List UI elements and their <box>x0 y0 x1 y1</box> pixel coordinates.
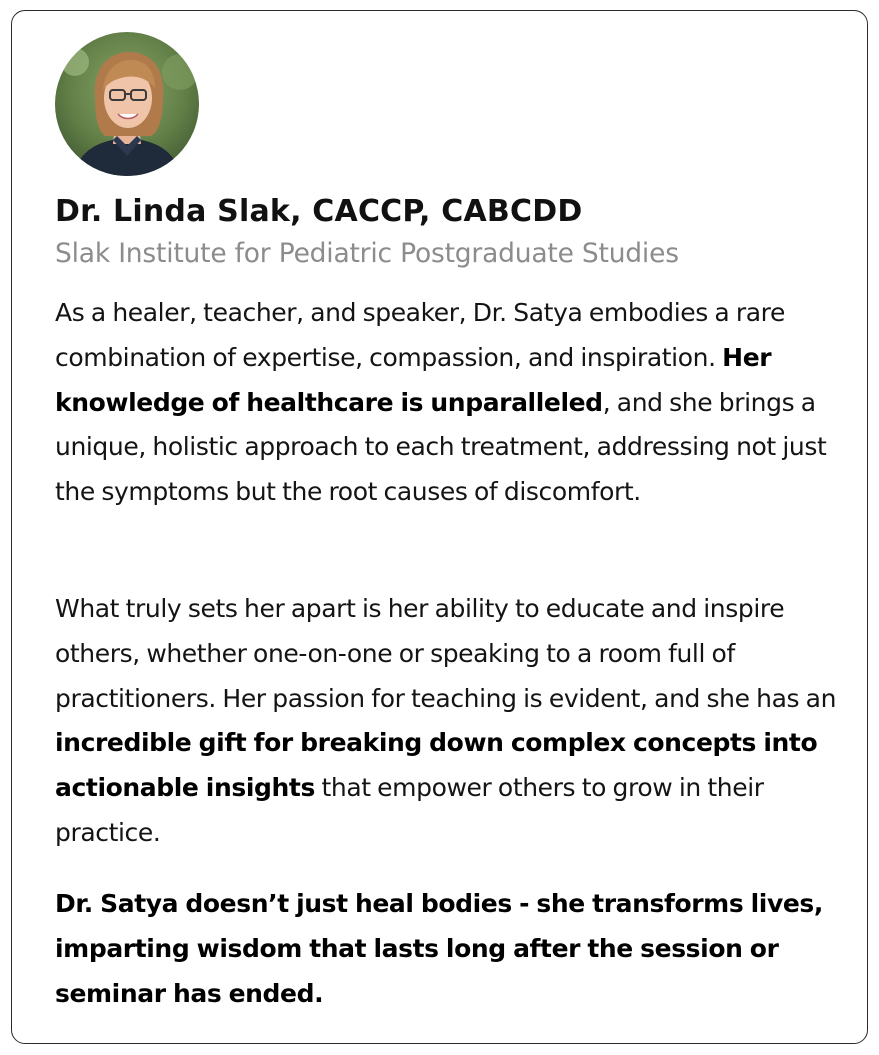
paragraph-1-text-b: , and she brings a unique, holistic approach to each treatment, addressing not just the symptoms but the root causes of discomfort. <box>55 387 827 507</box>
avatar <box>55 32 199 176</box>
testimonial-card <box>11 10 868 1044</box>
paragraph-2-highlight: incredible gift for breaking down complex concepts into actionable insights <box>55 728 818 803</box>
organization-name: Slak Institute for Pediatric Postgraduate Studies <box>55 238 679 269</box>
portrait-photo-icon <box>55 32 199 176</box>
person-name: Dr. Linda Slak, CACCP, CABCDD <box>55 194 583 229</box>
testimonial-paragraph-2 <box>55 587 845 856</box>
paragraph-1-highlight: Her knowledge of healthcare is unparalleled <box>55 342 772 417</box>
testimonial-paragraph-3: Dr. Satya doesn’t just heal bodies - she transforms lives, imparting wisdom that lasts long after the session or seminar has ended. <box>55 889 823 1008</box>
paragraph-2-text-b: that empower others to grow in their practice. <box>55 773 764 847</box>
paragraph-2-text-a: What truly sets her apart is her ability to educate and inspire others, whether one-on-one or speaking to a room full of practitioners. Her passion for teaching is evident, and she has an <box>55 594 837 713</box>
testimonial-paragraph-1 <box>55 291 845 515</box>
paragraph-1-text-a: As a healer, teacher, and speaker, Dr. Satya embodies a rare combination of expertise, compassion, and inspiration. <box>55 298 785 372</box>
